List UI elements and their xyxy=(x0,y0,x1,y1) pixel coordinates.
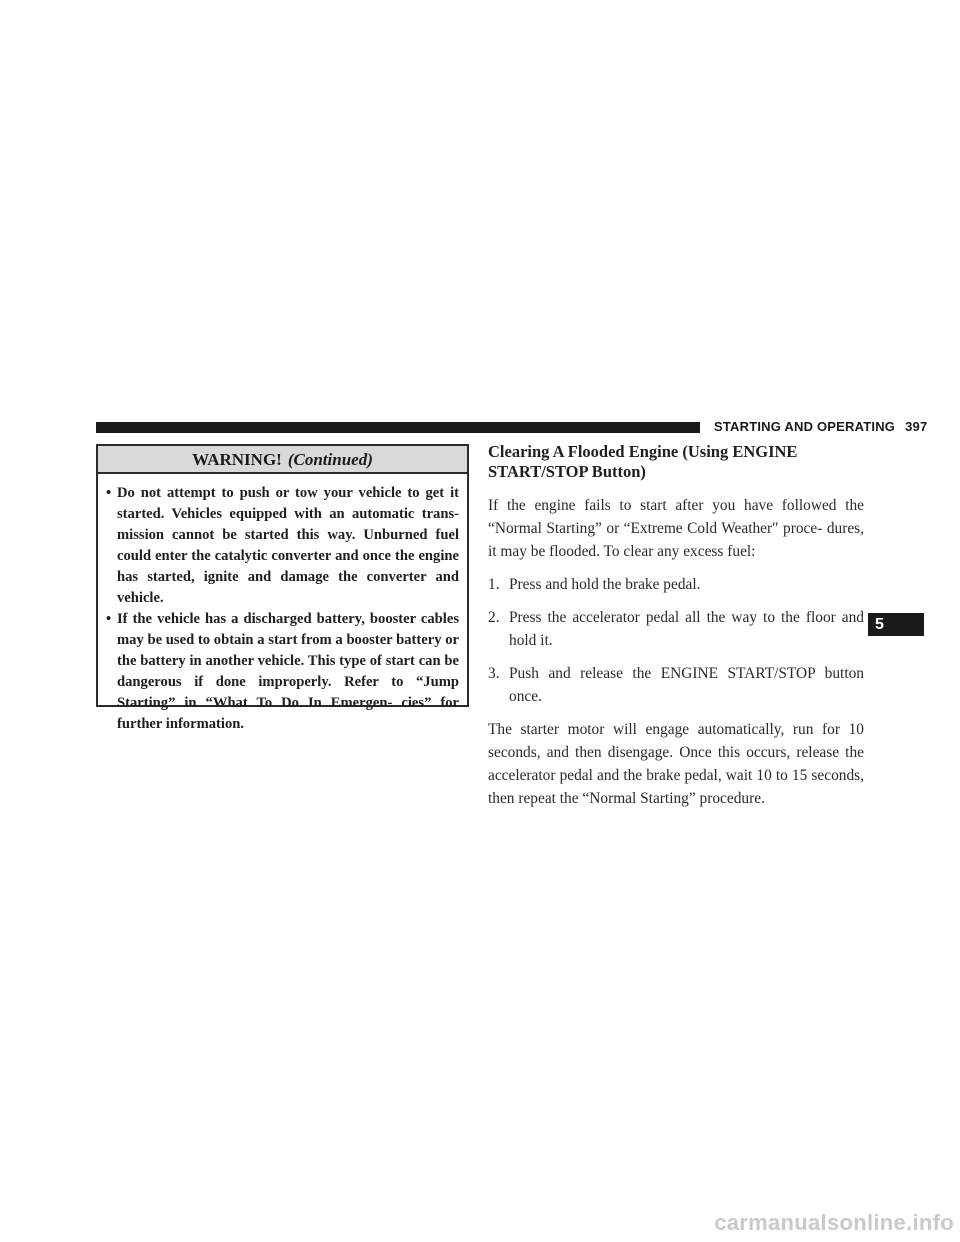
warning-item-text: Do not attempt to push or tow your vehicle to get it started. Vehicles equipped with an automatic trans- mission cannot be started this way. Unburned fuel could enter the catalytic converter and once the engine has started, ignite and damage the converter and vehicle. xyxy=(117,485,459,606)
page-number: 397 xyxy=(905,419,928,434)
step-text: Press the accelerator pedal all the way to the floor and hold it. xyxy=(509,609,864,649)
bullet-icon: • xyxy=(106,485,112,501)
running-head xyxy=(714,419,927,434)
chapter-tab: 5 xyxy=(868,613,924,636)
step-item xyxy=(488,573,864,596)
step-number: 3. xyxy=(488,665,500,682)
step-number: 2. xyxy=(488,609,500,626)
section-name: STARTING AND OPERATING xyxy=(714,419,896,434)
step-item xyxy=(488,606,864,652)
warning-continued: (Continued) xyxy=(287,450,373,469)
bullet-icon: • xyxy=(106,611,112,627)
intro-paragraph: If the engine fails to start after you have followed the “Normal Starting” or “Extreme Cold Weather″ proce- dures, it may be flooded. To clear any excess fuel: xyxy=(488,497,864,560)
step-number: 1. xyxy=(488,576,500,593)
step-text: Press and hold the brake pedal. xyxy=(509,576,701,593)
warning-item xyxy=(108,483,459,609)
warning-item xyxy=(108,609,459,735)
section-title: Clearing A Flooded Engine (Using ENGINE START/STOP Button) xyxy=(488,442,798,481)
warning-item-text: If the vehicle has a discharged battery, booster cables may be used to obtain a start from a booster battery or the battery in another vehicle. This type of start can be dangerous if done improperly. Refer to “Jump Starting” in “What To Do In Emergen- cies” for further information. xyxy=(117,611,459,732)
warning-box xyxy=(96,444,469,732)
closing-paragraph: The starter motor will engage automatically, run for 10 seconds, and then disengage. Once this occurs, release the accelerator pedal and the brake pedal, wait 10 to 15 seconds, then repeat the “Normal Starting” procedure. xyxy=(488,721,864,807)
watermark: carmanualsonline.info xyxy=(714,1210,954,1235)
warning-header xyxy=(98,446,467,474)
warning-title: WARNING! xyxy=(192,450,282,469)
warning-list xyxy=(98,474,467,735)
step-item xyxy=(488,662,864,708)
main-column xyxy=(488,442,864,820)
header-rule xyxy=(96,422,700,433)
steps-list xyxy=(488,573,864,708)
step-text: Push and release the ENGINE START/STOP button once. xyxy=(509,665,864,705)
